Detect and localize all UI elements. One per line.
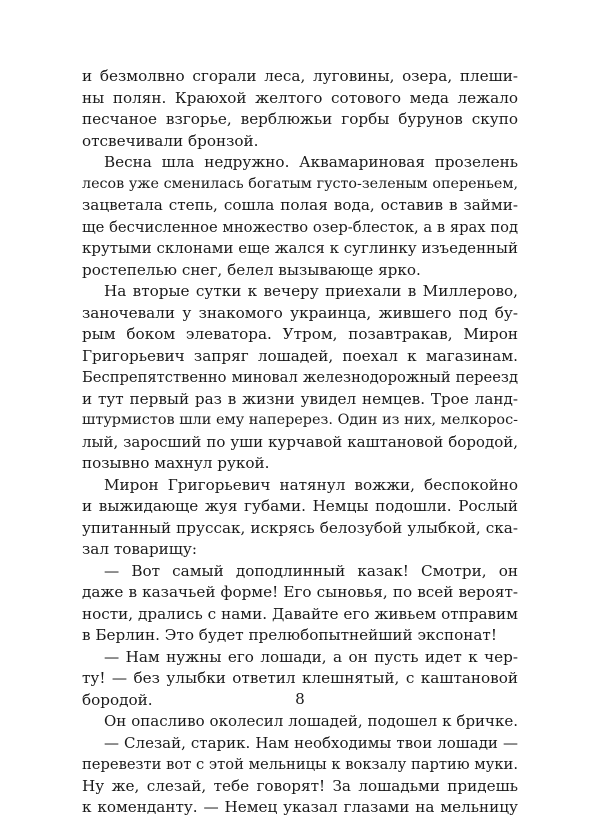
text-line: рым боком элеватора. Утром, позавтракав, Мирон xyxy=(82,325,518,343)
text-line: Весна шла недружно. Аквамариновая прозелень xyxy=(104,153,518,171)
text-line: песчаное взгорье, верблюжьи горбы бурунов скупо xyxy=(82,110,518,128)
text-line: к коменданту. — Немец указал глазами на мельницу xyxy=(82,798,518,816)
text-line: и выжидающе жуя губами. Немцы подошли. Рослый xyxy=(82,497,518,515)
text-line: Он опасливо околесил лошадей, подошел к бричке. xyxy=(104,712,518,730)
text-line: Мирон Григорьевич натянул вожжи, беспокойно xyxy=(104,475,518,494)
text-line: зал товарищу: xyxy=(82,540,197,558)
text-line: перевезти вот с этой мельницы к вокзалу партию муки. xyxy=(82,756,518,773)
text-line: позывно махнул рукой. xyxy=(82,454,270,472)
text-line: ны полян. Краюхой желтого сотового меда лежало xyxy=(82,88,518,107)
text-line: крутыми склонами еще жался к суглинку изъеденный xyxy=(82,239,518,257)
text-line: — Нам нужны его лошади, а он пусть идет к чер- xyxy=(104,647,518,666)
text-line: лый, заросший по уши курчавой каштановой бородой, xyxy=(82,432,518,451)
text-line: — Вот самый доподлинный казак! Смотри, он xyxy=(104,561,518,580)
text-line: в Берлин. Это будет прелюбопытнейший экспонат! xyxy=(82,626,497,644)
text-line: На вторые сутки к вечеру приехали в Миллерово, xyxy=(104,282,518,300)
text-line: и безмолвно сгорали леса, луговины, озера, плеши- xyxy=(82,67,518,85)
text-line: ту! — без улыбки ответил клешнятый, с каштановой xyxy=(82,669,518,687)
text-line: ще бесчисленное множество озер-блесток, а в ярах под xyxy=(82,218,518,236)
text-line: бородой. xyxy=(82,690,153,709)
text-line: — Слезай, старик. Нам необходимы твои лошади — xyxy=(104,733,518,752)
text-line: ности, дрались с нами. Давайте его живьем отправим xyxy=(82,604,518,623)
text-line: Григорьевич запряг лошадей, поехал к магазинам. xyxy=(82,346,518,365)
text-line: Ну же, слезай, тебе говорят! За лошадьми придешь xyxy=(82,776,518,795)
text-line: лесов уже сменилась богатым густо-зеленым опереньем, xyxy=(82,175,518,192)
text-line: ростепелью снег, белел вызывающе ярко. xyxy=(82,260,421,279)
text-line: упитанный пруссак, искрясь белозубой улыбкой, ска- xyxy=(82,518,518,537)
text-line: зацветала степь, сошла полая вода, оставив в займи- xyxy=(82,196,518,214)
page-number: 8 xyxy=(295,690,305,708)
text-line: заночевали у знакомого украинца, жившего под бу- xyxy=(82,303,518,322)
text-line: штурмистов шли ему наперерез. Один из них, мелкорос- xyxy=(82,412,518,428)
text-line: даже в казачьей форме! Его сыновья, по всей вероят- xyxy=(82,583,518,601)
text-line: Беспрепятственно миновал железнодорожный переезд xyxy=(82,369,518,386)
text-line: и тут первый раз в жизни увидел немцев. Трое ланд- xyxy=(82,389,518,408)
text-line: отсвечивали бронзой. xyxy=(82,131,259,150)
